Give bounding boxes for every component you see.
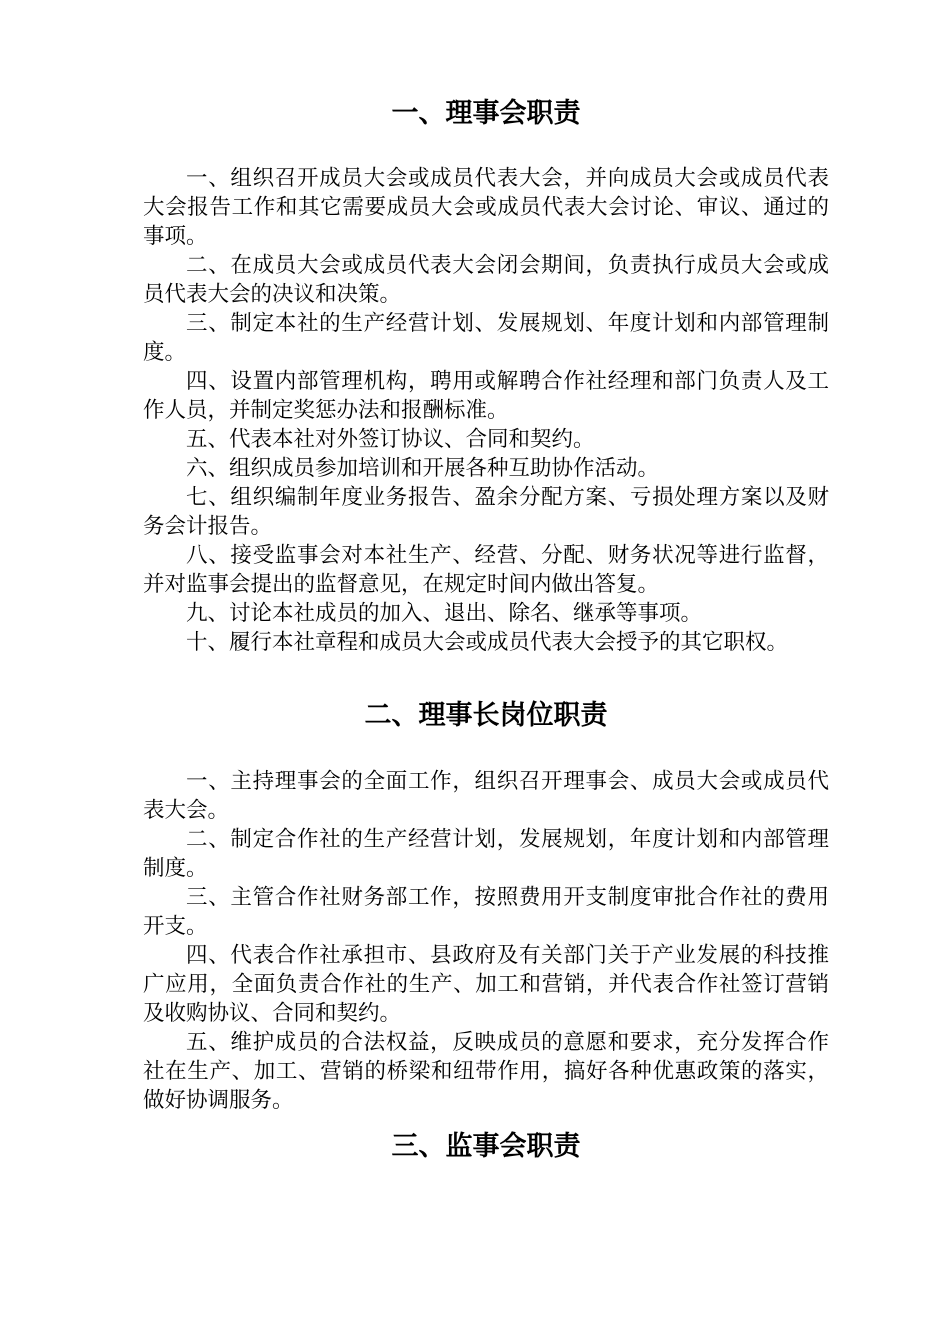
section-title-supervisory-duties: 三、监事会职责 bbox=[391, 1131, 581, 1162]
council-duty-1: 一、组织召开成员大会或成员代表大会，并向成员大会或成员代表大会报告工作和其它需要成员大会或成员代表大会讨论、审议、通过的事项。 bbox=[143, 166, 829, 249]
chairman-duty-4: 四、代表合作社承担市、县政府及有关部门关于产业发展的科技推广应用，全面负责合作社的生产、加工和营销，并代表合作社签订营销及收购协议、合同和契约。 bbox=[143, 943, 829, 1026]
section-body-chairman-duties bbox=[143, 767, 829, 1115]
council-duty-8: 八、接受监事会对本社生产、经营、分配、财务状况等进行监督，并对监事会提出的监督意见，在规定时间内做出答复。 bbox=[143, 543, 829, 597]
council-duty-2: 二、在成员大会或成员代表大会闭会期间，负责执行成员大会或成员代表大会的决议和决策。 bbox=[143, 253, 829, 307]
section-title-council-duties: 一、理事会职责 bbox=[391, 98, 581, 129]
council-duty-3: 三、制定本社的生产经营计划、发展规划、年度计划和内部管理制度。 bbox=[143, 311, 829, 365]
council-duty-9: 九、讨论本社成员的加入、退出、除名、继承等事项。 bbox=[186, 601, 703, 626]
council-duty-6: 六、组织成员参加培训和开展各种互助协作活动。 bbox=[186, 456, 660, 481]
chairman-duty-1: 一、主持理事会的全面工作，组织召开理事会、成员大会或成员代表大会。 bbox=[143, 769, 829, 823]
council-duty-10: 十、履行本社章程和成员大会或成员代表大会授予的其它职权。 bbox=[186, 630, 789, 655]
section-body-council-duties bbox=[143, 164, 829, 657]
council-duty-7: 七、组织编制年度业务报告、盈余分配方案、亏损处理方案以及财务会计报告。 bbox=[143, 485, 829, 539]
council-duty-5: 五、代表本社对外签订协议、合同和契约。 bbox=[186, 427, 595, 452]
chairman-duty-3: 三、主管合作社财务部工作，按照费用开支制度审批合作社的费用开支。 bbox=[143, 885, 829, 939]
chairman-duty-2: 二、制定合作社的生产经营计划，发展规划，年度计划和内部管理制度。 bbox=[143, 827, 829, 881]
section-title-chairman-duties: 二、理事长岗位职责 bbox=[364, 700, 608, 731]
chairman-duty-5: 五、维护成员的合法权益，反映成员的意愿和要求，充分发挥合作社在生产、加工、营销的桥梁和纽带作用，搞好各种优惠政策的落实，做好协调服务。 bbox=[143, 1030, 829, 1113]
council-duty-4: 四、设置内部管理机构，聘用或解聘合作社经理和部门负责人及工作人员，并制定奖惩办法和报酬标准。 bbox=[143, 369, 829, 423]
